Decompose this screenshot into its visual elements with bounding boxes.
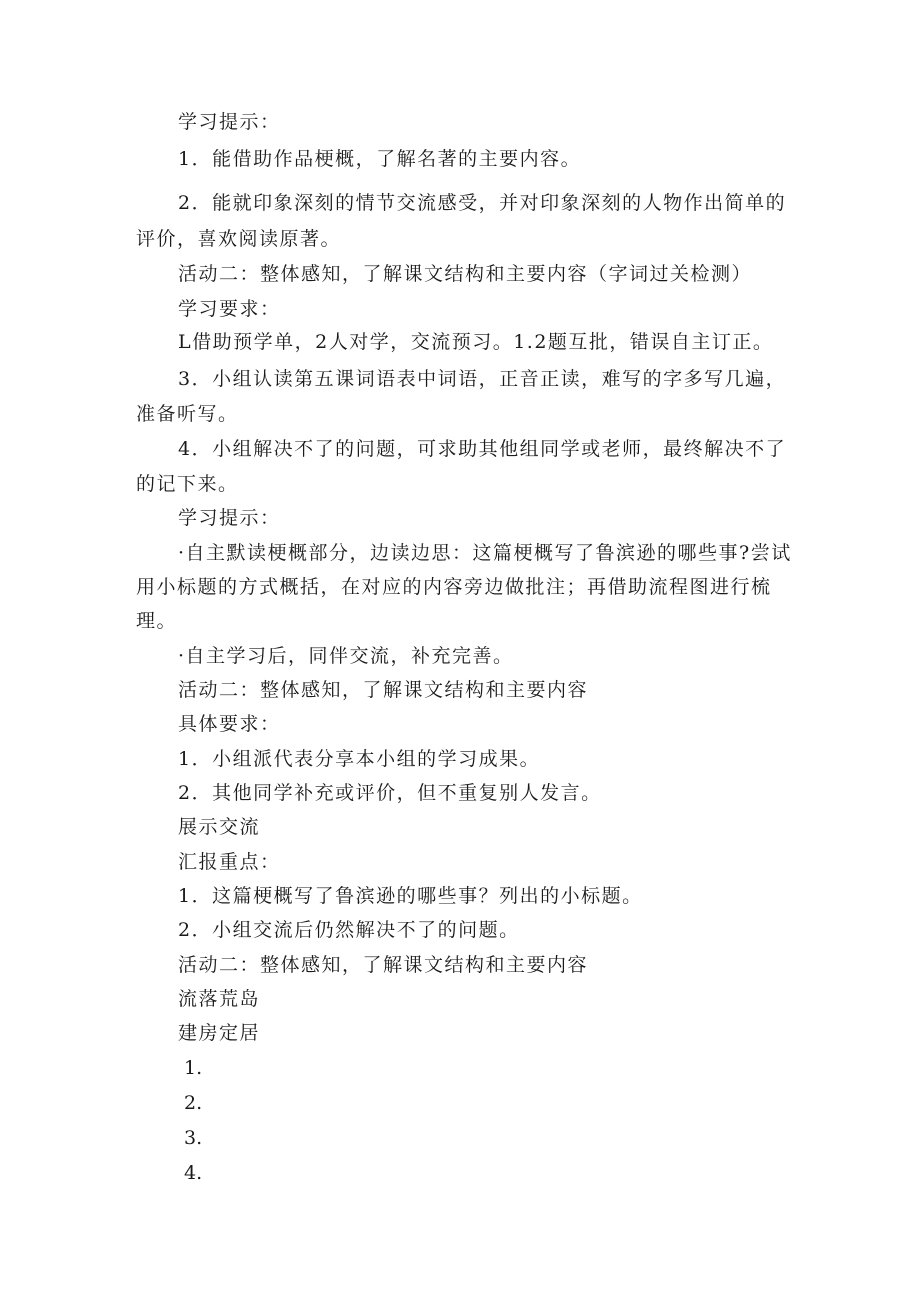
text-line-9: 准备听写。 (136, 403, 239, 425)
text-line-6: 学习要求： (178, 298, 281, 320)
text-line-20: 2．其他同学补充或评价，但不重复别人发言。 (178, 782, 602, 804)
list-item-1: 1. (184, 1057, 203, 1079)
text-line-26: 流落荒岛 (178, 988, 261, 1010)
text-line-1: 学习提示： (178, 111, 281, 133)
text-line-8: 3．小组认读第五课词语表中词语，正音正读，难写的字多写几遍， (178, 368, 787, 390)
text-line-23: 1．这篇梗概写了鲁滨逊的哪些事？列出的小标题。 (178, 885, 643, 907)
text-line-2: 1．能借助作品梗概，了解名著的主要内容。 (178, 148, 582, 170)
text-line-10: 4．小组解决不了的问题，可求助其他组同学或老师，最终解决不了 (178, 438, 787, 460)
text-line-7: L借助预学单，2人对学，交流预习。1.2题互批，错误自主订正。 (178, 331, 774, 353)
text-line-14: 用小标题的方式概括，在对应的内容旁边做批注；再借助流程图进行梳 (136, 576, 772, 598)
text-line-19: 1．小组派代表分享本小组的学习成果。 (178, 748, 541, 770)
text-line-22: 汇报重点： (178, 851, 281, 873)
text-line-13: ·自主默读梗概部分，边读边思：这篇梗概写了鲁滨逊的哪些事?尝试 (178, 542, 792, 564)
text-line-4: 评价，喜欢阅读原著。 (136, 228, 342, 250)
text-line-18: 具体要求： (178, 713, 281, 735)
list-item-4: 4. (184, 1162, 203, 1184)
list-item-2: 2. (184, 1092, 203, 1114)
text-line-11: 的记下来。 (136, 473, 239, 495)
text-line-25: 活动二：整体感知，了解课文结构和主要内容 (178, 954, 589, 976)
text-line-15: 理。 (136, 610, 178, 632)
text-line-24: 2．小组交流后仍然解决不了的问题。 (178, 919, 520, 941)
text-line-3: 2．能就印象深刻的情节交流感受，并对印象深刻的人物作出简单的 (178, 192, 787, 214)
text-line-17: 活动二：整体感知，了解课文结构和主要内容 (178, 679, 589, 701)
list-item-3: 3. (184, 1127, 203, 1149)
text-line-12: 学习提示： (178, 507, 281, 529)
text-line-27: 建房定居 (178, 1022, 261, 1044)
text-line-5: 活动二：整体感知，了解课文结构和主要内容（字词过关检测） (178, 263, 753, 285)
text-line-21: 展示交流 (178, 816, 261, 838)
text-line-16: ·自主学习后，同伴交流，补充完善。 (178, 645, 514, 667)
